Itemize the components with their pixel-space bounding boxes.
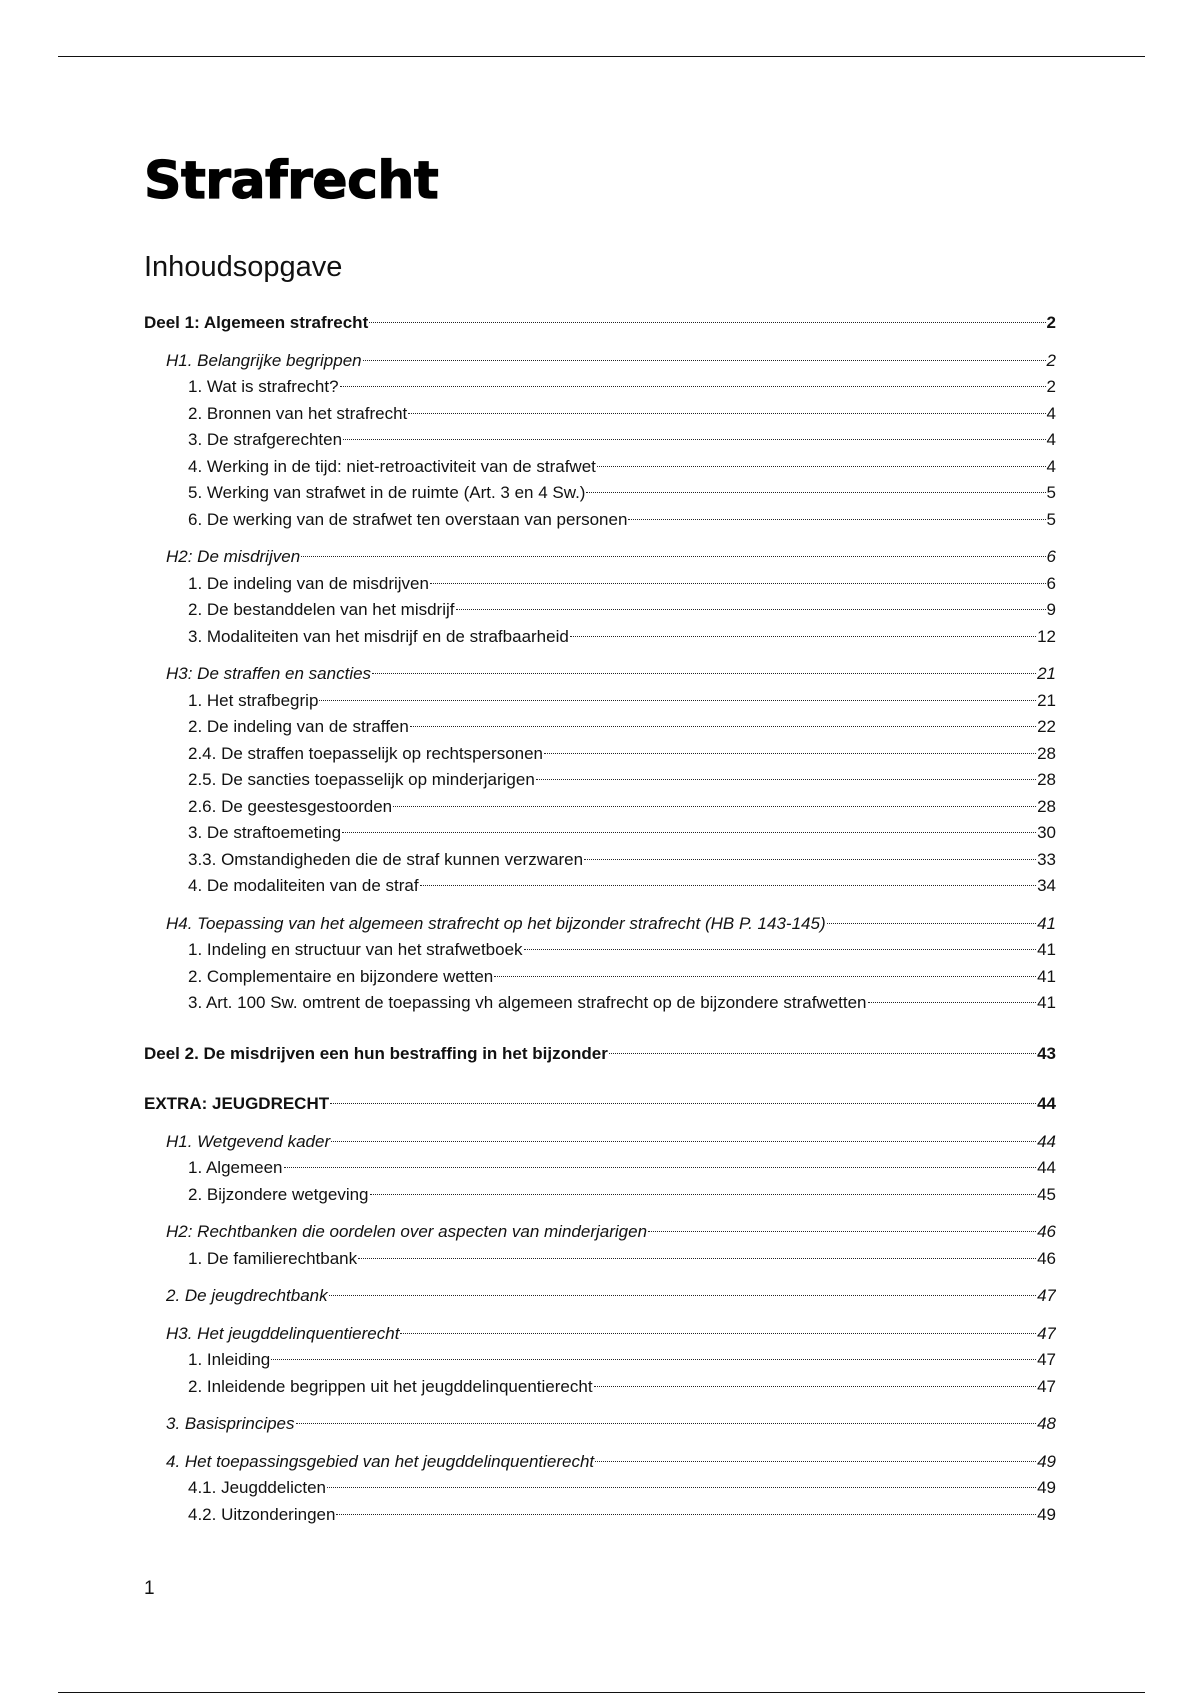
toc-entry[interactable] xyxy=(144,544,1056,571)
dot-leader xyxy=(628,519,1045,520)
toc-entry[interactable] xyxy=(144,507,1056,534)
dot-leader xyxy=(494,976,1036,977)
dot-leader xyxy=(584,859,1036,860)
toc-entry-title: 4.1. Jeugddelicten xyxy=(188,1478,326,1497)
toc-entry-page: 47 xyxy=(1037,1286,1056,1305)
dot-leader xyxy=(363,360,1046,361)
dot-leader xyxy=(319,700,1036,701)
toc-entry-page: 44 xyxy=(1037,1094,1056,1113)
toc-entry[interactable] xyxy=(144,571,1056,598)
toc-entry-title: 1. De familierechtbank xyxy=(188,1248,358,1268)
toc-entry[interactable] xyxy=(144,1475,1056,1502)
table-of-contents xyxy=(144,310,1056,1528)
toc-entry[interactable] xyxy=(144,1449,1056,1476)
toc-heading: Inhoudsopgave xyxy=(144,251,343,283)
toc-entry-page: 5 xyxy=(1046,509,1056,529)
toc-entry-title: 5. Werking van strafwet in de ruimte (Art. 3 en 4 Sw.) xyxy=(188,483,586,502)
toc-entry-page: 21 xyxy=(1037,664,1056,683)
toc-entry[interactable] xyxy=(144,661,1056,688)
top-rule xyxy=(58,56,1145,57)
toc-entry-page: 47 xyxy=(1037,1323,1056,1343)
toc-entry-title: H2: De misdrijven xyxy=(166,547,301,566)
toc-entry[interactable] xyxy=(144,597,1056,624)
toc-entry[interactable] xyxy=(144,1129,1056,1156)
dot-leader xyxy=(430,583,1046,584)
toc-entry-title: 1. Inleiding xyxy=(188,1350,271,1369)
toc-entry[interactable] xyxy=(144,348,1056,375)
toc-entry-page: 41 xyxy=(1037,966,1056,986)
toc-entry-page: 47 xyxy=(1037,1376,1056,1396)
toc-entry-page: 41 xyxy=(1037,940,1056,959)
dot-leader xyxy=(544,753,1036,754)
toc-entry-title: EXTRA: JEUGDRECHT xyxy=(144,1094,330,1113)
toc-entry[interactable] xyxy=(144,427,1056,454)
toc-entry[interactable] xyxy=(144,873,1056,900)
toc-entry-title: 4. Werking in de tijd: niet-retroactiviteit van de strafwet xyxy=(188,456,596,476)
toc-entry-title: 4. De modaliteiten van de straf xyxy=(188,876,419,895)
dot-leader xyxy=(327,1487,1036,1488)
toc-entry[interactable] xyxy=(144,1411,1056,1438)
toc-entry-title: H4. Toepassing van het algemeen strafrecht op het bijzonder strafrecht (HB P. 143-145) xyxy=(166,913,826,933)
toc-entry-page: 47 xyxy=(1037,1350,1056,1369)
toc-entry-title: 1. Indeling en structuur van het strafwetboek xyxy=(188,940,523,959)
toc-entry[interactable] xyxy=(144,1321,1056,1348)
dot-leader xyxy=(329,1295,1036,1296)
dot-leader xyxy=(408,413,1045,414)
dot-leader xyxy=(393,806,1036,807)
toc-entry-page: 4 xyxy=(1046,430,1056,449)
dot-leader xyxy=(342,832,1036,833)
toc-entry-title: 1. De indeling van de misdrijven xyxy=(188,573,429,593)
toc-entry[interactable] xyxy=(144,1374,1056,1401)
toc-entry-title: 4.2. Uitzonderingen xyxy=(188,1504,336,1524)
toc-entry[interactable] xyxy=(144,767,1056,794)
toc-entry-title: 2. De jeugdrechtbank xyxy=(166,1286,328,1305)
toc-entry[interactable] xyxy=(144,1246,1056,1273)
toc-entry-page: 41 xyxy=(1037,993,1056,1012)
toc-entry[interactable] xyxy=(144,990,1056,1017)
page-number: 1 xyxy=(144,1578,155,1599)
dot-leader xyxy=(372,673,1036,674)
toc-entry-title: 3.3. Omstandigheden die de straf kunnen verzwaren xyxy=(188,849,584,869)
toc-entry-page: 2 xyxy=(1046,377,1056,396)
toc-entry-title: 3. Modaliteiten van het misdrijf en de strafbaarheid xyxy=(188,626,569,646)
toc-entry[interactable] xyxy=(144,847,1056,874)
toc-entry-title: H3. Het jeugddelinquentierecht xyxy=(166,1323,400,1343)
dot-leader xyxy=(524,949,1037,950)
toc-entry-title: 2.6. De geestesgestoorden xyxy=(188,796,393,816)
toc-entry-page: 44 xyxy=(1037,1158,1056,1177)
toc-entry-title: 3. De strafgerechten xyxy=(188,430,343,449)
toc-entry-page: 9 xyxy=(1046,600,1056,619)
dot-leader xyxy=(340,386,1046,387)
dot-leader xyxy=(358,1258,1036,1259)
dot-leader xyxy=(410,726,1036,727)
toc-entry[interactable] xyxy=(144,911,1056,938)
toc-entry-title: 2. Complementaire en bijzondere wetten xyxy=(188,966,494,986)
dot-leader xyxy=(296,1423,1037,1424)
dot-leader xyxy=(648,1231,1036,1232)
toc-entry[interactable] xyxy=(144,1155,1056,1182)
bottom-rule xyxy=(58,1692,1145,1693)
dot-leader xyxy=(595,1461,1036,1462)
toc-entry-title: 3. Art. 100 Sw. omtrent de toepassing vh algemeen strafrecht op de bijzondere strafwetten xyxy=(188,993,867,1012)
toc-entry-title: 2. Bronnen van het strafrecht xyxy=(188,403,408,423)
toc-entry[interactable] xyxy=(144,937,1056,964)
dot-leader xyxy=(331,1141,1036,1142)
toc-entry-page: 49 xyxy=(1037,1478,1056,1497)
toc-entry-page: 49 xyxy=(1037,1451,1056,1471)
toc-entry-page: 46 xyxy=(1037,1248,1056,1268)
dot-leader xyxy=(301,556,1045,557)
toc-entry-title: H2: Rechtbanken die oordelen over aspecten van minderjarigen xyxy=(166,1222,648,1241)
toc-entry-title: 1. Algemeen xyxy=(188,1158,283,1177)
toc-entry-page: 2 xyxy=(1046,313,1056,332)
dot-leader xyxy=(336,1514,1036,1515)
toc-entry[interactable] xyxy=(144,714,1056,741)
toc-entry-page: 6 xyxy=(1046,547,1056,566)
dot-leader xyxy=(284,1167,1037,1168)
toc-entry[interactable] xyxy=(144,1182,1056,1209)
toc-entry[interactable] xyxy=(144,1091,1056,1118)
toc-entry-title: H1. Belangrijke begrippen xyxy=(166,350,362,370)
toc-entry-title: H3: De straffen en sancties xyxy=(166,664,372,683)
toc-entry-title: Deel 2. De misdrijven een hun bestraffing in het bijzonder xyxy=(144,1043,608,1063)
toc-entry-title: 2.5. De sancties toepasselijk op minderjarigen xyxy=(188,770,535,789)
toc-entry[interactable] xyxy=(144,1219,1056,1246)
toc-entry-title: 6. De werking van de strafwet ten overstaan van personen xyxy=(188,509,628,529)
toc-entry-page: 28 xyxy=(1037,770,1056,789)
document-page xyxy=(144,150,1056,1524)
dot-leader xyxy=(609,1053,1036,1054)
toc-entry[interactable] xyxy=(144,1502,1056,1529)
toc-entry-page: 28 xyxy=(1037,743,1056,763)
toc-entry-page: 6 xyxy=(1046,573,1056,593)
toc-entry[interactable] xyxy=(144,688,1056,715)
dot-leader xyxy=(343,439,1046,440)
toc-entry-page: 4 xyxy=(1046,456,1056,476)
dot-leader xyxy=(536,779,1036,780)
toc-entry-page: 45 xyxy=(1037,1184,1056,1204)
dot-leader xyxy=(827,923,1036,924)
toc-entry[interactable] xyxy=(144,1041,1056,1068)
toc-entry-title: 3. Basisprincipes xyxy=(166,1414,295,1433)
toc-entry-title: 2. De indeling van de straffen xyxy=(188,717,409,736)
toc-entry-title: 2. De bestanddelen van het misdrijf xyxy=(188,600,455,619)
toc-entry-page: 49 xyxy=(1037,1504,1056,1524)
dot-leader xyxy=(420,885,1037,886)
document-title: Strafrecht xyxy=(144,151,439,211)
toc-entry[interactable] xyxy=(144,820,1056,847)
toc-entry-title: 2. Bijzondere wetgeving xyxy=(188,1184,369,1204)
toc-entry-page: 21 xyxy=(1037,690,1056,710)
toc-entry-page: 48 xyxy=(1037,1414,1056,1433)
toc-entry[interactable] xyxy=(144,741,1056,768)
toc-entry[interactable] xyxy=(144,1283,1056,1310)
toc-entry[interactable] xyxy=(144,374,1056,401)
toc-entry-title: 1. Het strafbegrip xyxy=(188,690,319,710)
toc-entry-title: 2. Inleidende begrippen uit het jeugddelinquentierecht xyxy=(188,1376,593,1396)
dot-leader xyxy=(586,492,1045,493)
dot-leader xyxy=(594,1386,1037,1387)
toc-entry-title: 3. De straftoemeting xyxy=(188,823,342,842)
toc-entry[interactable] xyxy=(144,454,1056,481)
toc-entry-page: 22 xyxy=(1037,717,1056,736)
dot-leader xyxy=(400,1333,1036,1334)
toc-entry-page: 43 xyxy=(1037,1043,1056,1063)
toc-entry-title: 4. Het toepassingsgebied van het jeugddelinquentierecht xyxy=(166,1451,595,1471)
toc-entry[interactable] xyxy=(144,964,1056,991)
toc-entry-page: 44 xyxy=(1037,1131,1056,1151)
toc-entry-page: 33 xyxy=(1037,849,1056,869)
toc-entry-page: 41 xyxy=(1037,913,1056,933)
dot-leader xyxy=(868,1002,1037,1003)
toc-entry[interactable] xyxy=(144,310,1056,337)
toc-entry[interactable] xyxy=(144,1347,1056,1374)
toc-entry-title: Deel 1: Algemeen strafrecht xyxy=(144,313,369,332)
toc-entry[interactable] xyxy=(144,794,1056,821)
toc-entry[interactable] xyxy=(144,480,1056,507)
dot-leader xyxy=(370,1194,1037,1195)
dot-leader xyxy=(369,322,1045,323)
dot-leader xyxy=(456,609,1046,610)
toc-entry-page: 5 xyxy=(1046,483,1056,502)
toc-entry[interactable] xyxy=(144,624,1056,651)
dot-leader xyxy=(570,636,1036,637)
toc-entry-page: 34 xyxy=(1037,876,1056,895)
dot-leader xyxy=(271,1359,1036,1360)
toc-entry-page: 28 xyxy=(1037,796,1056,816)
toc-entry-title: 1. Wat is strafrecht? xyxy=(188,377,339,396)
toc-entry-page: 30 xyxy=(1037,823,1056,842)
toc-entry-title: 2.4. De straffen toepasselijk op rechtspersonen xyxy=(188,743,544,763)
dot-leader xyxy=(597,466,1046,467)
toc-entry-page: 46 xyxy=(1037,1222,1056,1241)
toc-entry[interactable] xyxy=(144,401,1056,428)
dot-leader xyxy=(330,1103,1036,1104)
toc-entry-page: 2 xyxy=(1046,350,1056,370)
toc-entry-title: H1. Wetgevend kader xyxy=(166,1131,331,1151)
toc-entry-page: 12 xyxy=(1037,626,1056,646)
toc-entry-page: 4 xyxy=(1046,403,1056,423)
